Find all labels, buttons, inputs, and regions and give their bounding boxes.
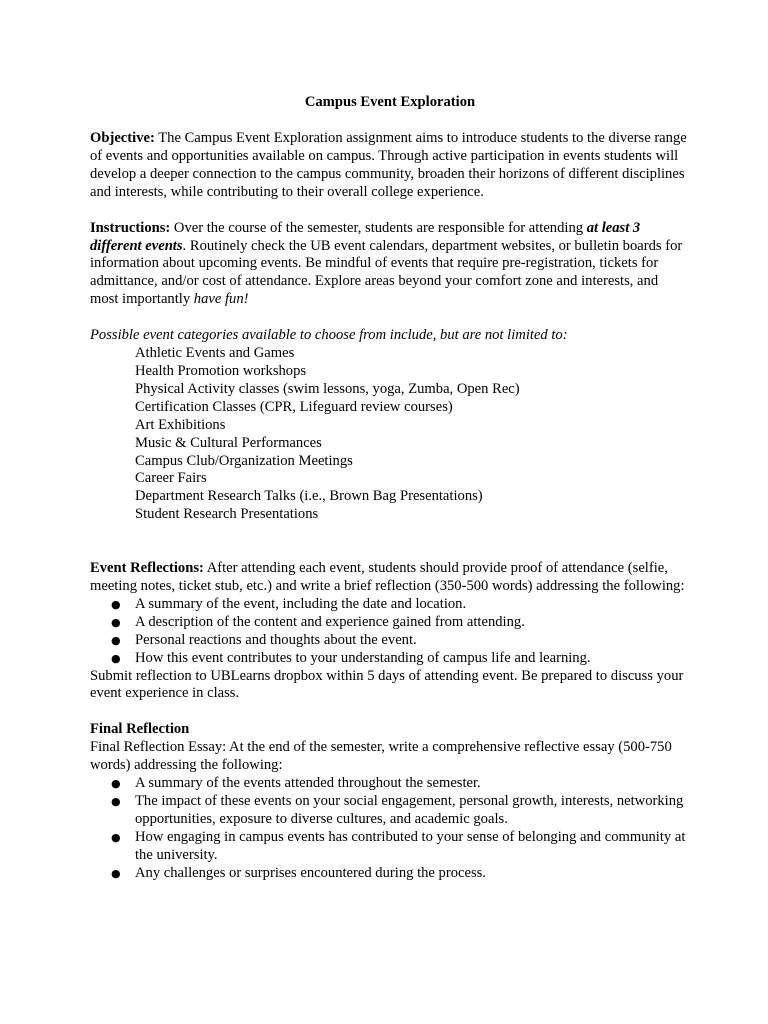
event-reflections-bullets: [90, 596, 690, 668]
instructions-emphasis: at least 3 different events: [90, 219, 641, 254]
list-item: ● How engaging in campus events has contributed to your sense of belonging and community at the university.: [111, 828, 686, 863]
submit-instructions: Submit reflection to UBLearns dropbox within 5 days of attending event. Be prepared to discuss your event experience in class.: [90, 667, 684, 702]
document-title: Campus Event Exploration: [304, 94, 476, 110]
list-item: ● How this event contributes to your understanding of campus life and learning.: [111, 649, 591, 666]
list-item: Health Promotion workshops: [135, 362, 307, 379]
list-item: Physical Activity classes (swim lessons, yoga, Zumba, Open Rec): [135, 380, 520, 397]
categories-intro: Possible event categories available to choose from include, but are not limited to:: [90, 327, 568, 344]
event-reflections-label: Event Reflections:: [90, 560, 204, 577]
objective-label: Objective:: [90, 130, 155, 146]
instructions-label: Instructions:: [90, 219, 171, 236]
list-item: Art Exhibitions: [135, 416, 226, 433]
list-item: ● The impact of these events on your social engagement, personal growth, interests, networking opportunities, exposure to diverse cultures, and academic goals.: [111, 793, 684, 827]
instructions-paragraph: [90, 220, 690, 310]
list-item: Certification Classes (CPR, Lifeguard review courses): [135, 398, 453, 415]
bullet-icon: ●: [111, 777, 121, 791]
event-reflections-paragraph: [90, 560, 690, 596]
final-reflection-heading: Final Reflection: [90, 721, 190, 738]
bullet-icon: ●: [111, 651, 121, 665]
list-item: ● Any challenges or surprises encountered during the process.: [111, 864, 486, 881]
list-item: ● Personal reactions and thoughts about the event.: [111, 631, 417, 648]
list-item: ● A summary of the events attended throughout the semester.: [111, 775, 481, 792]
bullet-icon: ●: [111, 615, 121, 629]
objective-text: The Campus Event Exploration assignment aims to introduce students to the diverse range of events and opportunities available on campus. Through active participation in events students will develop a deeper connection to the campus community, broaden their horizons of different disciplines and interests, while contributing to their overall college experience.: [90, 130, 687, 200]
bullet-icon: ●: [111, 597, 121, 611]
bullet-icon: ●: [111, 866, 121, 880]
bullet-icon: ●: [111, 633, 121, 647]
list-item: ● A description of the content and experience gained from attending.: [111, 613, 525, 630]
final-reflection-bullets: [90, 775, 690, 882]
objective-paragraph: [90, 130, 690, 202]
event-reflections-text: After attending each event, students should provide proof of attendance (selfie, meeting notes, ticket stub, etc.) and write a brief reflection (350-500 words) addressing the following:: [90, 560, 685, 595]
list-item: Athletic Events and Games: [135, 345, 295, 362]
list-item: Campus Club/Organization Meetings: [135, 452, 353, 469]
document-body: [90, 94, 690, 883]
list-item: Career Fairs: [135, 470, 207, 487]
list-item: Student Research Presentations: [135, 506, 319, 523]
list-item: ● A summary of the event, including the date and location.: [111, 595, 467, 612]
categories-list: [90, 345, 690, 524]
instructions-italic-end: have fun!: [193, 291, 249, 308]
instructions-text-before: Over the course of the semester, students are responsible for attending: [170, 219, 587, 236]
list-item: Department Research Talks (i.e., Brown Bag Presentations): [135, 488, 483, 505]
final-reflection-text: Final Reflection Essay: At the end of the semester, write a comprehensive reflective essay (500-750 words) addressing the following:: [90, 739, 672, 774]
list-item: Music & Cultural Performances: [135, 434, 322, 451]
instructions-text-middle: . Routinely check the UB event calendars, department websites, or bulletin boards for information about upcoming events. Be mindful of events that require pre-registration, tickets for admittance, and/or cost of attendance. Explore areas beyond your comfort zone and interests, and most importantly: [90, 237, 683, 308]
bullet-icon: ●: [111, 830, 121, 844]
bullet-icon: ●: [111, 795, 121, 808]
